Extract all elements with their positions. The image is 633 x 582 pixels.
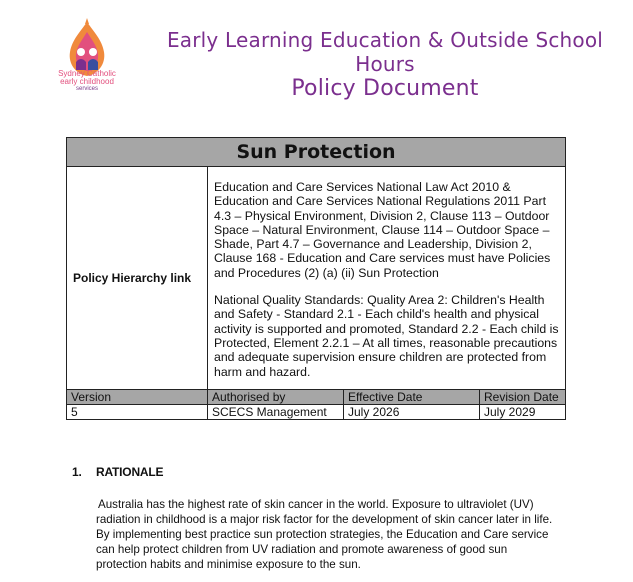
hierarchy-paragraph-2: National Quality Standards: Quality Area 2: Children's Health and Safety - Standard 2.1 - Each child's health and physical activity is supported and promoted, Standard 2.2 - Each child is Protected, Element 2.2.1 – At all times, reasonable precautions and adequate supervision ensure children are protected from harm and hazard. <box>214 293 559 379</box>
section-title: RATIONALE <box>96 465 164 479</box>
logo-line-1: Sydney Catholic <box>58 69 116 78</box>
header-title: Early Learning Education & Outside School Hours <box>166 28 604 76</box>
rationale-paragraph: Australia has the highest rate of skin cancer in the world. Exposure to ultraviolet (UV) radiation in childhood is a major risk factor for the development of skin cancer later in life. By implementing best practice sun protection strategies, the Education and Care service can help protect children from UV radiation and promote awareness of good sun protection habits and minimise exposure to the sun. <box>96 498 553 571</box>
logo-text <box>44 70 130 93</box>
meta-header-row <box>67 389 566 404</box>
policy-hierarchy-label: Policy Hierarchy link <box>67 167 208 390</box>
meta-header-authorised-by: Authorised by <box>208 389 344 404</box>
section-number: 1. <box>72 465 82 479</box>
meta-header-version: Version <box>67 389 208 404</box>
header-subtitle: Policy Document <box>291 76 479 101</box>
meta-value-revision-date: July 2029 <box>480 404 566 419</box>
meta-value-row <box>67 404 566 419</box>
section-heading <box>72 465 163 479</box>
meta-header-revision-date: Revision Date <box>480 389 566 404</box>
meta-value-authorised-by: SCECS Management <box>208 404 344 419</box>
meta-header-effective-date: Effective Date <box>344 389 480 404</box>
policy-table <box>66 137 566 420</box>
policy-hierarchy-body <box>208 167 566 390</box>
meta-value-version: 5 <box>67 404 208 419</box>
hierarchy-paragraph-1: Education and Care Services National Law Act 2010 & Education and Care Services National Regulations 2011 Part 4.3 – Physical Environment, Division 2, Clause 113 – Outdoor Space – Natural Environment, Clause 114 – Outdoor Space – Shade, Part 4.7 – Governance and Leadership, Division 2, Clause 168 - Education and Care services must have Policies and Procedures (2) (a) (ii) Sun Protection <box>214 180 551 280</box>
logo-line-2: early childhood <box>60 77 114 86</box>
logo-line-3: services <box>75 86 98 92</box>
meta-value-effective-date: July 2026 <box>344 404 480 419</box>
policy-title: Sun Protection <box>67 138 566 167</box>
